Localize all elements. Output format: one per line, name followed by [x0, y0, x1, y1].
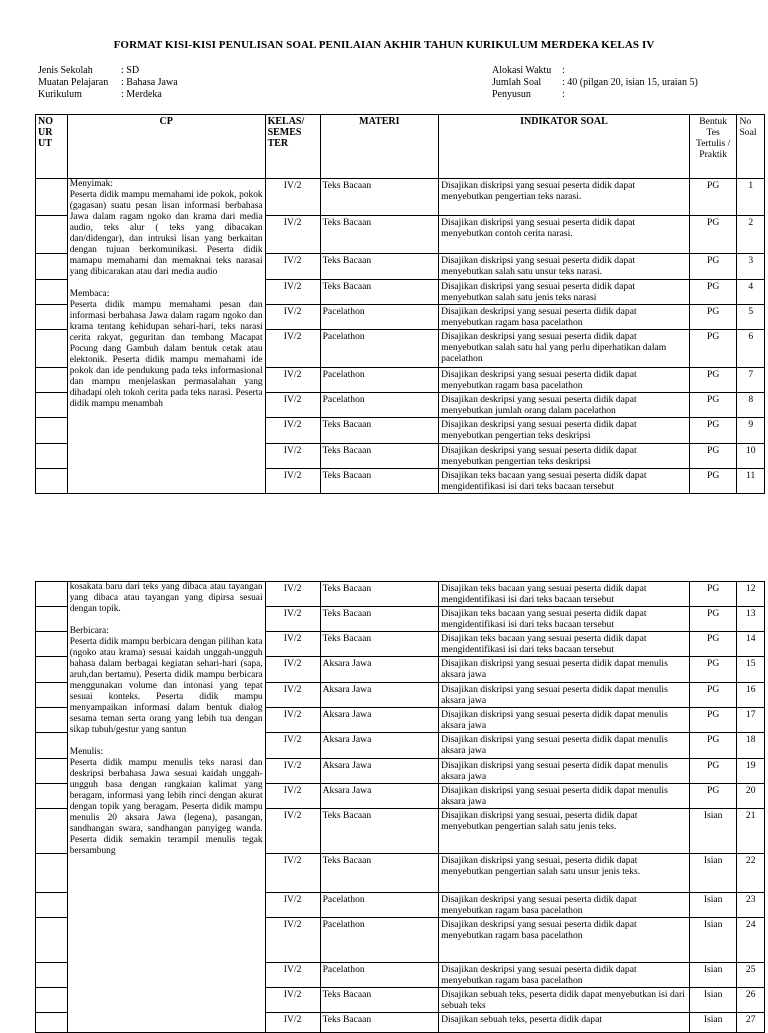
cell-no-urut	[36, 330, 68, 368]
meta-value: : Merdeka	[121, 89, 162, 100]
cell-kelas: IV/2	[265, 280, 320, 305]
cell-no-urut	[36, 733, 68, 759]
cell-materi: Teks Bacaan	[320, 418, 439, 444]
cell-no-soal: 14	[737, 632, 765, 657]
cell-no-urut	[36, 893, 68, 918]
cell-materi: Aksara Jawa	[320, 733, 439, 759]
cell-indikator: Disajikan sebuah teks, peserta didik dapat menyebutkan isi dari sebuah teks	[439, 988, 690, 1013]
meta-value: :	[562, 65, 565, 76]
cell-bentuk: Isian	[689, 963, 737, 988]
cell-bentuk: PG	[689, 418, 737, 444]
cell-bentuk: PG	[689, 305, 737, 330]
cell-kelas: IV/2	[265, 216, 320, 254]
cell-kelas: IV/2	[265, 632, 320, 657]
cell-no-soal: 4	[737, 280, 765, 305]
cell-no-urut	[36, 368, 68, 393]
cell-indikator: Disajikan deskripsi yang sesuai peserta didik dapat menyebutkan pengertian teks deskripsi	[439, 418, 690, 444]
cell-no-urut	[36, 582, 68, 607]
cell-indikator: Disajikan deskripsi yang sesuai peserta didik dapat menyebutkan pengertian teks deskripsi	[439, 444, 690, 469]
cp-paragraph: Peserta didik mampu memahami ide pokok, pokok (gagasan) suatu pesan lisan informasi berbahasa Jawa dalam ragam ngoko dan krama dari media audio, teks alur ( teks yang dibacakan dan/didengar), dan intruksi lisan yang berkaitan dengan tujuan berkomunikasi. Peserta didik mamapu memahami dan memaknai teks narasai yang dibicarakan atau dari media audio	[69, 190, 263, 277]
cell-indikator: Disajikan deskripsi yang sesuai peserta didik dapat menyebutkan jumlah orang dalam pacelathon	[439, 393, 690, 418]
cp-paragraph: Menulis:	[69, 747, 104, 757]
cell-kelas: IV/2	[265, 305, 320, 330]
cell-kelas: IV/2	[265, 963, 320, 988]
meta-value: : Bahasa Jawa	[121, 77, 178, 88]
meta-label: Alokasi Waktu	[492, 65, 552, 76]
cell-indikator: Disajikan diskripsi yang sesuai peserta didik dapat menulis aksara jawa	[439, 759, 690, 784]
meta-value: : 40 (pilgan 20, isian 15, uraian 5)	[562, 77, 698, 88]
cell-no-soal: 9	[737, 418, 765, 444]
cell-materi: Pacelathon	[320, 893, 439, 918]
cell-bentuk: PG	[689, 632, 737, 657]
cell-no-soal: 3	[737, 254, 765, 280]
cell-materi: Pacelathon	[320, 393, 439, 418]
cell-no-soal: 7	[737, 368, 765, 393]
cell-kelas: IV/2	[265, 918, 320, 963]
cell-bentuk: PG	[689, 330, 737, 368]
cp-paragraph: kosakata baru dari teks yang dibaca atau tayangan yang dibaca atau tayangan yang dipirsa sesuai dengan topik.	[69, 582, 263, 614]
meta-row-jenis-sekolah	[38, 65, 338, 77]
cell-materi: Pacelathon	[320, 368, 439, 393]
meta-row-alokasi-waktu	[492, 65, 762, 77]
meta-row-kurikulum	[38, 89, 338, 101]
cell-bentuk: Isian	[689, 854, 737, 893]
cell-materi: Pacelathon	[320, 305, 439, 330]
cell-indikator: Disajikan deskripsi yang sesuai peserta didik dapat menyebutkan ragam basa pacelathon	[439, 963, 690, 988]
meta-label: Penyusun	[492, 89, 531, 100]
cp-paragraph: Berbicara:	[69, 626, 109, 636]
cell-indikator: Disajikan diskripsi yang sesuai peserta didik dapat menyebutkan contoh cerita narasi.	[439, 216, 690, 254]
meta-row-muatan-pelajaran	[38, 77, 338, 89]
cell-kelas: IV/2	[265, 1013, 320, 1033]
cell-kelas: IV/2	[265, 683, 320, 708]
cell-indikator: Disajikan diskripsi yang sesuai peserta didik dapat menulis aksara jawa	[439, 657, 690, 683]
cell-no-urut	[36, 280, 68, 305]
cell-no-urut	[36, 444, 68, 469]
cell-kelas: IV/2	[265, 179, 320, 216]
cell-no-soal: 20	[737, 784, 765, 809]
meta-label: Jenis Sekolah	[38, 65, 93, 76]
meta-label: Kurikulum	[38, 89, 82, 100]
cell-bentuk: PG	[689, 683, 737, 708]
cell-cp	[67, 179, 265, 494]
cell-materi: Teks Bacaan	[320, 254, 439, 280]
cell-bentuk: PG	[689, 469, 737, 494]
cell-kelas: IV/2	[265, 708, 320, 733]
header-bentuk: Bentuk Tes Tertulis / Praktik	[689, 115, 737, 179]
cell-no-urut	[36, 305, 68, 330]
cell-materi: Aksara Jawa	[320, 708, 439, 733]
cell-materi: Teks Bacaan	[320, 809, 439, 854]
cell-no-soal: 2	[737, 216, 765, 254]
cell-no-urut	[36, 759, 68, 784]
cell-kelas: IV/2	[265, 809, 320, 854]
cell-kelas: IV/2	[265, 893, 320, 918]
cell-bentuk: PG	[689, 444, 737, 469]
cell-indikator: Disajikan diskripsi yang sesuai peserta didik dapat menulis aksara jawa	[439, 683, 690, 708]
cell-indikator: Disajikan diskripsi yang sesuai, peserta didik dapat menyebutkan pengertian salah satu jenis teks.	[439, 809, 690, 854]
cell-indikator: Disajikan teks bacaan yang sesuai peserta didik dapat mengidentifikasi isi dari teks bacaan tersebut	[439, 469, 690, 494]
cell-no-urut	[36, 254, 68, 280]
cell-materi: Teks Bacaan	[320, 632, 439, 657]
cell-kelas: IV/2	[265, 469, 320, 494]
header-materi: MATERI	[320, 115, 439, 179]
cell-bentuk: PG	[689, 393, 737, 418]
meta-label: Jumlah Soal	[492, 77, 542, 88]
cell-indikator: Disajikan deskripsi yang sesuai peserta didik dapat menyebutkan ragam basa pacelathon	[439, 918, 690, 963]
meta-value: : SD	[121, 65, 140, 76]
cell-no-urut	[36, 418, 68, 444]
document-title: FORMAT KISI-KISI PENULISAN SOAL PENILAIAN AKHIR TAHUN KURIKULUM MERDEKA KELAS IV	[113, 39, 655, 51]
cell-cp	[67, 582, 265, 1033]
cell-kelas: IV/2	[265, 854, 320, 893]
cell-no-urut	[36, 1013, 68, 1033]
cell-indikator: Disajikan sebuah teks, peserta didik dapat	[439, 1013, 690, 1033]
cell-materi: Teks Bacaan	[320, 280, 439, 305]
cell-no-urut	[36, 632, 68, 657]
cell-indikator: Disajikan diskripsi yang sesuai peserta didik dapat menulis aksara jawa	[439, 733, 690, 759]
cell-no-soal: 8	[737, 393, 765, 418]
cell-materi: Aksara Jawa	[320, 683, 439, 708]
header-no-urut: NO UR UT	[36, 115, 68, 179]
cell-kelas: IV/2	[265, 733, 320, 759]
cell-indikator: Disajikan diskripsi yang sesuai peserta didik dapat menyebutkan salah satu jenis teks narasi	[439, 280, 690, 305]
cell-materi: Teks Bacaan	[320, 988, 439, 1013]
cell-materi: Teks Bacaan	[320, 1013, 439, 1033]
cell-materi: Pacelathon	[320, 918, 439, 963]
cp-paragraph: Membaca:	[69, 289, 110, 299]
cell-bentuk: PG	[689, 784, 737, 809]
cell-indikator: Disajikan diskripsi yang sesuai, peserta didik dapat menyebutkan pengertian salah satu unsur jenis teks.	[439, 854, 690, 893]
cell-no-soal: 27	[737, 1013, 765, 1033]
cell-indikator: Disajikan diskripsi yang sesuai peserta didik dapat menulis aksara jawa	[439, 784, 690, 809]
cell-no-urut	[36, 809, 68, 854]
cell-indikator: Disajikan deskripsi yang sesuai peserta didik dapat menyebutkan ragam basa pacelathon	[439, 368, 690, 393]
cell-indikator: Disajikan diskripsi yang sesuai peserta didik dapat menyebutkan pengertian teks narasi.	[439, 179, 690, 216]
cell-indikator: Disajikan diskripsi yang sesuai peserta didik dapat menyebutkan salah satu unsur teks narasi.	[439, 254, 690, 280]
cell-bentuk: PG	[689, 607, 737, 632]
cell-no-urut	[36, 393, 68, 418]
cell-no-soal: 15	[737, 657, 765, 683]
cell-kelas: IV/2	[265, 254, 320, 280]
cell-no-soal: 6	[737, 330, 765, 368]
cell-no-soal: 18	[737, 733, 765, 759]
cell-kelas: IV/2	[265, 784, 320, 809]
cell-no-urut	[36, 963, 68, 988]
cell-bentuk: Isian	[689, 1013, 737, 1033]
cell-no-soal: 13	[737, 607, 765, 632]
cell-no-soal: 19	[737, 759, 765, 784]
cell-no-urut	[36, 607, 68, 632]
cell-no-soal: 25	[737, 963, 765, 988]
cell-no-soal: 26	[737, 988, 765, 1013]
cell-no-urut	[36, 854, 68, 893]
header-kelas: KELAS/ SEMES TER	[265, 115, 320, 179]
cp-paragraph: Menyimak:	[69, 179, 113, 189]
meta-info-right	[492, 65, 762, 101]
kisi-table-part-2	[35, 581, 765, 1033]
cell-no-soal: 23	[737, 893, 765, 918]
cell-indikator: Disajikan teks bacaan yang sesuai peserta didik dapat mengidentifikasi isi dari teks bacaan tersebut	[439, 607, 690, 632]
cell-kelas: IV/2	[265, 657, 320, 683]
cell-bentuk: PG	[689, 708, 737, 733]
cell-bentuk: PG	[689, 733, 737, 759]
cell-no-urut	[36, 469, 68, 494]
meta-value: :	[562, 89, 565, 100]
cell-materi: Aksara Jawa	[320, 784, 439, 809]
header-cp: CP	[67, 115, 265, 179]
cell-no-soal: 22	[737, 854, 765, 893]
cell-materi: Aksara Jawa	[320, 759, 439, 784]
cell-materi: Teks Bacaan	[320, 582, 439, 607]
cell-bentuk: Isian	[689, 988, 737, 1013]
cell-kelas: IV/2	[265, 393, 320, 418]
cell-bentuk: PG	[689, 179, 737, 216]
cell-no-urut	[36, 657, 68, 683]
cell-indikator: Disajikan teks bacaan yang sesuai peserta didik dapat mengidentifikasi isi dari teks bacaan tersebut	[439, 582, 690, 607]
cell-bentuk: PG	[689, 368, 737, 393]
cell-no-urut	[36, 784, 68, 809]
meta-info-left	[38, 65, 338, 101]
cell-kelas: IV/2	[265, 759, 320, 784]
cell-kelas: IV/2	[265, 368, 320, 393]
cell-kelas: IV/2	[265, 444, 320, 469]
meta-row-jumlah-soal	[492, 77, 762, 89]
table-row	[36, 179, 765, 216]
cell-indikator: Disajikan diskripsi yang sesuai peserta didik dapat menulis aksara jawa	[439, 708, 690, 733]
cell-bentuk: Isian	[689, 918, 737, 963]
cell-bentuk: PG	[689, 759, 737, 784]
cell-no-soal: 21	[737, 809, 765, 854]
cell-indikator: Disajikan deskripsi yang sesuai peserta didik dapat menyebutkan ragam basa pacelathon	[439, 893, 690, 918]
cell-materi: Teks Bacaan	[320, 469, 439, 494]
cell-no-soal: 11	[737, 469, 765, 494]
cell-indikator: Disajikan teks bacaan yang sesuai peserta didik dapat mengidentifikasi isi dari teks bacaan tersebut	[439, 632, 690, 657]
cell-no-soal: 1	[737, 179, 765, 216]
cell-bentuk: PG	[689, 216, 737, 254]
cell-kelas: IV/2	[265, 582, 320, 607]
cell-materi: Teks Bacaan	[320, 854, 439, 893]
table-row	[36, 582, 765, 607]
cell-no-urut	[36, 179, 68, 216]
cell-materi: Pacelathon	[320, 330, 439, 368]
cell-no-soal: 24	[737, 918, 765, 963]
header-indikator: INDIKATOR SOAL	[439, 115, 690, 179]
cell-bentuk: PG	[689, 657, 737, 683]
cell-no-urut	[36, 918, 68, 963]
kisi-table-part-1	[35, 114, 765, 494]
cp-paragraph: Peserta didik mampu menulis teks narasi dan deskripsi berbahasa Jawa sesuai kaidah unggah-ungguh basa dengan rangkaian kalimat yang beragam, informasi yang lebih rinci dengan akurat dengan topik yang beragam. Peserta didik mampu menulis 20 aksara Jawa (legena), pasangan, sandhangan swara, sandhangan panyigeg wanda. Peserta didik semakin terampil menulis tegak bersambung	[69, 758, 263, 856]
cell-indikator: Disajikan deskripsi yang sesuai peserta didik dapat menyebutkan ragam basa pacelathon	[439, 305, 690, 330]
cell-no-soal: 12	[737, 582, 765, 607]
cell-no-soal: 17	[737, 708, 765, 733]
cell-bentuk: PG	[689, 254, 737, 280]
cell-kelas: IV/2	[265, 607, 320, 632]
cell-no-soal: 10	[737, 444, 765, 469]
header-no-soal: No Soal	[737, 115, 765, 179]
cell-materi: Teks Bacaan	[320, 607, 439, 632]
cell-materi: Teks Bacaan	[320, 444, 439, 469]
cell-kelas: IV/2	[265, 418, 320, 444]
cell-kelas: IV/2	[265, 988, 320, 1013]
cell-kelas: IV/2	[265, 330, 320, 368]
meta-label: Muatan Pelajaran	[38, 77, 109, 88]
cell-no-urut	[36, 708, 68, 733]
cp-paragraph: Peserta didik mampu berbicara dengan pilihan kata (ngoko atau krama) sesuai kaidah unggah-ungguh bahasa dalam berbagai kegiatan sehari-hari (sapa, aruh,dan bertamu). Peserta didik mampu berbicara menggunakan volume dan intonasi yang tepat sesuai konteks. Peserta didik mampu menyampaikan informasi dalam bentuk dialog sesama teman serta orang yang lebih tua dengan sikap tubuh/gestur yang santun	[69, 637, 263, 735]
meta-row-penyusun	[492, 89, 762, 101]
cell-bentuk: Isian	[689, 893, 737, 918]
cell-materi: Teks Bacaan	[320, 216, 439, 254]
table-header-row	[36, 115, 765, 179]
cell-materi: Pacelathon	[320, 963, 439, 988]
cell-materi: Aksara Jawa	[320, 657, 439, 683]
cp-paragraph: Peserta didik mampu memahami pesan dan informasi berbahasa Jawa dalam ragam ngoko dan krama tentang kehidupan sehari-hari, teks narasi cerita rakyat, geguritan dan tembang Macapat Pocung dang Gambuh dalam bentuk cetak atau elektonik. Peserta didik mampu memahami ide pokok dan ide pendukung pada teks informasional dan mampu menjelaskan permasalahan yang dihadapi oleh tokoh cerita pada teks narasi. Peserta didik mampu menambah	[69, 300, 263, 409]
cell-no-urut	[36, 683, 68, 708]
cell-bentuk: Isian	[689, 809, 737, 854]
cell-materi: Teks Bacaan	[320, 179, 439, 216]
cell-no-soal: 16	[737, 683, 765, 708]
cell-no-soal: 5	[737, 305, 765, 330]
cell-no-urut	[36, 988, 68, 1013]
cell-bentuk: PG	[689, 280, 737, 305]
cell-bentuk: PG	[689, 582, 737, 607]
cell-indikator: Disajikan deskripsi yang sesuai peserta didik dapat menyebutkan salah satu hal yang perlu diperhatikan dalam pacelathon	[439, 330, 690, 368]
cell-no-urut	[36, 216, 68, 254]
